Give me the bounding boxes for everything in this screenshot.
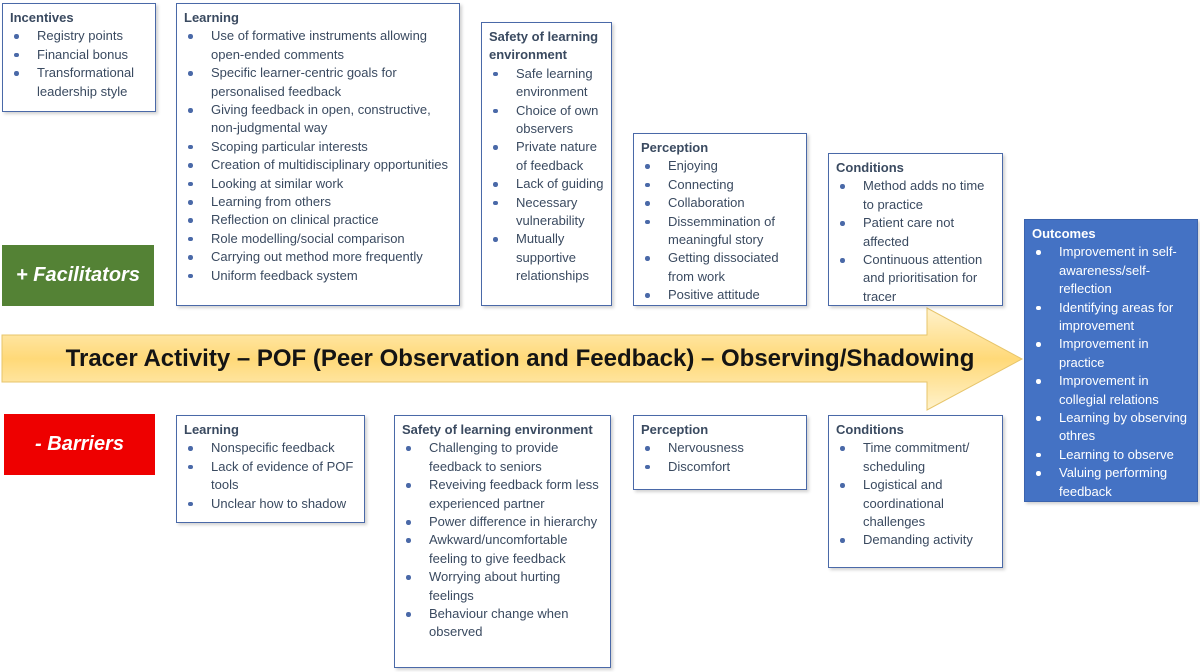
box-title: Learning xyxy=(184,422,239,437)
facilitators-label: + Facilitators xyxy=(2,245,154,306)
list-item: Use of formative instruments allowing open-ended comments xyxy=(184,27,453,64)
barrier-perception-box xyxy=(633,415,807,490)
list-item: Demanding activity xyxy=(836,531,996,549)
list-item: Necessary vulnerability xyxy=(489,194,605,231)
list-item: Worrying about hurting feelings xyxy=(402,568,604,605)
box-title: Outcomes xyxy=(1032,226,1096,241)
list-item: Improvement in self-awareness/self-reflection xyxy=(1032,243,1191,298)
list-item: Lack of evidence of POF tools xyxy=(184,458,358,495)
item-list xyxy=(184,439,358,513)
list-item: Connecting xyxy=(641,176,800,194)
list-item: Learning to observe xyxy=(1032,446,1191,464)
list-item: Collaboration xyxy=(641,194,800,212)
item-list xyxy=(836,439,996,549)
item-list xyxy=(402,439,604,641)
list-item: Challenging to provide feedback to seniors xyxy=(402,439,604,476)
incentives-box xyxy=(2,3,156,112)
item-list xyxy=(489,65,605,286)
list-item: Nonspecific feedback xyxy=(184,439,358,457)
facilitator-perception-box xyxy=(633,133,807,306)
list-item: Carrying out method more frequently xyxy=(184,248,453,266)
barriers-label: - Barriers xyxy=(4,414,155,475)
item-list xyxy=(641,157,800,304)
list-item: Continuous attention and prioritisation for tracer xyxy=(836,251,996,306)
barrier-conditions-box xyxy=(828,415,1003,568)
item-list xyxy=(641,439,800,476)
facilitator-learning-box xyxy=(176,3,460,306)
list-item: Enjoying xyxy=(641,157,800,175)
list-item: Looking at similar work xyxy=(184,175,453,193)
list-item: Logistical and coordinational challenges xyxy=(836,476,996,531)
list-item: Dissemmination of meaningful story xyxy=(641,213,800,250)
list-item: Discomfort xyxy=(641,458,800,476)
list-item: Unclear how to shadow xyxy=(184,495,358,513)
list-item: Time commitment/ scheduling xyxy=(836,439,996,476)
box-title: Learning xyxy=(184,10,239,25)
list-item: Power difference in hierarchy xyxy=(402,513,604,531)
list-item: Safe learning environment xyxy=(489,65,605,102)
list-item: Reveiving feedback form less experienced partner xyxy=(402,476,604,513)
box-title: Safety of learning environment xyxy=(489,29,599,63)
list-item: Mutually supportive relationships xyxy=(489,230,605,285)
barrier-learning-box xyxy=(176,415,365,523)
list-item: Learning from others xyxy=(184,193,453,211)
list-item: Behaviour change when observed xyxy=(402,605,604,642)
list-item: Patient care not affected xyxy=(836,214,996,251)
outcomes-box xyxy=(1024,219,1198,502)
list-item: Learning by observing othres xyxy=(1032,409,1191,446)
list-item: Role modelling/social comparison xyxy=(184,230,453,248)
list-item: Private nature of feedback xyxy=(489,138,605,175)
box-title: Perception xyxy=(641,422,709,437)
list-item: Financial bonus xyxy=(10,46,149,64)
facilitator-conditions-box xyxy=(828,153,1003,306)
arrow-label: Tracer Activity – POF (Peer Observation and Feedback) – Observing/Shadowing xyxy=(65,345,975,372)
list-item: Uniform feedback system xyxy=(184,267,453,285)
list-item: Giving feedback in open, constructive, non-judgmental way xyxy=(184,101,453,138)
list-item: Specific learner-centric goals for personalised feedback xyxy=(184,64,453,101)
list-item: Choice of own observers xyxy=(489,102,605,139)
list-item: Registry points xyxy=(10,27,149,45)
list-item: Method adds no time to practice xyxy=(836,177,996,214)
item-list xyxy=(184,27,453,285)
list-item: Lack of guiding xyxy=(489,175,605,193)
box-title: Safety of learning environment xyxy=(402,422,593,437)
list-item: Reflection on clinical practice xyxy=(184,211,453,229)
list-item: Scoping particular interests xyxy=(184,138,453,156)
list-item: Improvement in practice xyxy=(1032,335,1191,372)
list-item: Identifying areas for improvement xyxy=(1032,299,1191,336)
list-item: Positive attitude xyxy=(641,286,800,304)
box-title: Incentives xyxy=(10,10,74,25)
item-list xyxy=(836,177,996,306)
box-title: Conditions xyxy=(836,160,904,175)
list-item: Getting dissociated from work xyxy=(641,249,800,286)
list-item: Awkward/uncomfortable feeling to give feedback xyxy=(402,531,604,568)
item-list xyxy=(1032,243,1191,501)
box-title: Perception xyxy=(641,140,709,155)
list-item: Improvement in collegial relations xyxy=(1032,372,1191,409)
item-list xyxy=(10,27,149,101)
list-item: Valuing performing feedback xyxy=(1032,464,1191,501)
box-title: Conditions xyxy=(836,422,904,437)
facilitator-safety-box xyxy=(481,22,612,306)
list-item: Creation of multidisciplinary opportunities xyxy=(184,156,453,174)
list-item: Nervousness xyxy=(641,439,800,457)
list-item: Transformational leadership style xyxy=(10,64,149,101)
barrier-safety-box xyxy=(394,415,611,668)
